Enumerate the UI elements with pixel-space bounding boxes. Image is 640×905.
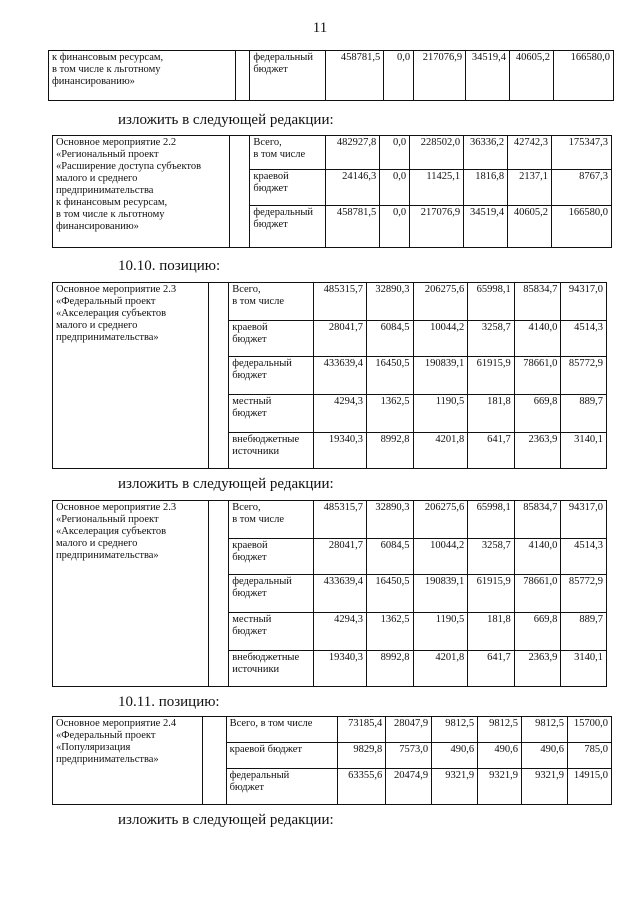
value-cell: 8767,3 [552,170,612,206]
value-cell: 1190,5 [413,395,468,433]
empty-cell [208,501,228,687]
table-row [53,136,612,170]
value-cell: 9829,8 [338,743,386,769]
value-cell: 166580,0 [552,206,612,248]
value-cell: 3140,1 [561,433,607,469]
value-cell: 166580,0 [554,51,614,101]
value-cell: 433639,4 [314,357,367,395]
value-cell: 65998,1 [468,501,515,539]
section-heading: изложить в следующей редакции: [118,812,334,828]
table-measure-2-4 [52,716,612,805]
value-cell: 206275,6 [413,283,468,321]
funding-source: краевой бюджет [229,539,314,575]
funding-source: Всего, в том числе [250,136,326,170]
section-heading: 10.11. позицию: [118,694,220,710]
value-cell: 28047,9 [386,717,432,743]
funding-source: внебюджетные источники [229,651,314,687]
value-cell: 8992,8 [366,433,413,469]
value-cell: 217076,9 [410,206,464,248]
value-cell: 1816,8 [464,170,508,206]
value-cell: 85772,9 [561,357,607,395]
funding-source: федеральный бюджет [226,769,338,805]
value-cell: 433639,4 [314,575,367,613]
value-cell: 889,7 [561,613,607,651]
value-cell: 0,0 [384,51,414,101]
value-cell: 32890,3 [366,501,413,539]
funding-source: федеральный бюджет [250,51,326,101]
value-cell: 61915,9 [468,575,515,613]
value-cell: 9321,9 [432,769,478,805]
value-cell: 490,6 [432,743,478,769]
value-cell: 85834,7 [514,501,561,539]
value-cell: 8992,8 [366,651,413,687]
value-cell: 61915,9 [468,357,515,395]
value-cell: 889,7 [561,395,607,433]
value-cell: 42742,3 [508,136,552,170]
value-cell: 190839,1 [413,357,468,395]
value-cell: 34519,4 [466,51,510,101]
value-cell: 217076,9 [414,51,466,101]
value-cell: 65998,1 [468,283,515,321]
value-cell: 4140,0 [514,539,561,575]
row-label-cell [53,717,203,805]
value-cell: 7573,0 [386,743,432,769]
value-cell: 669,8 [514,395,561,433]
table-measure-2-3-old [52,282,607,469]
funding-source: Всего, в том числе [226,717,338,743]
value-cell: 85834,7 [514,283,561,321]
value-cell: 11425,1 [410,170,464,206]
value-cell: 19340,3 [314,651,367,687]
value-cell: 2363,9 [514,651,561,687]
funding-source: Всего, в том числе [229,501,314,539]
value-cell: 485315,7 [314,283,367,321]
measure-name: Основное мероприятие 2.2 «Региональный проект «Расширение доступа субъектов малого и среднего предпринимательства к финансовым ресурсам, в том числе к льготному финансированию» [56,137,202,232]
value-cell: 485315,7 [314,501,367,539]
value-cell: 0,0 [380,170,410,206]
value-cell: 14915,0 [567,769,611,805]
value-cell: 40605,2 [508,206,552,248]
value-cell: 94317,0 [561,283,607,321]
funding-source: федеральный бюджет [250,206,326,248]
value-cell: 2137,1 [508,170,552,206]
value-cell: 20474,9 [386,769,432,805]
row-label-cell [53,283,209,469]
value-cell: 9321,9 [478,769,522,805]
row-label-cell [53,501,209,687]
value-cell: 10044,2 [413,321,468,357]
value-cell: 641,7 [468,433,515,469]
value-cell: 63355,6 [338,769,386,805]
value-cell: 15700,0 [567,717,611,743]
value-cell: 641,7 [468,651,515,687]
value-cell: 0,0 [380,136,410,170]
value-cell: 2363,9 [514,433,561,469]
value-cell: 9812,5 [432,717,478,743]
value-cell: 4514,3 [561,539,607,575]
value-cell: 10044,2 [413,539,468,575]
value-cell: 78661,0 [514,357,561,395]
value-cell: 175347,3 [552,136,612,170]
value-cell: 4294,3 [314,613,367,651]
funding-source: краевой бюджет [250,170,326,206]
value-cell: 40605,2 [510,51,554,101]
value-cell: 3140,1 [561,651,607,687]
value-cell: 181,8 [468,395,515,433]
value-cell: 36336,2 [464,136,508,170]
empty-cell [236,51,250,101]
funding-source: федеральный бюджет [229,357,314,395]
value-cell: 785,0 [567,743,611,769]
value-cell: 9321,9 [522,769,568,805]
value-cell: 4140,0 [514,321,561,357]
measure-name: к финансовым ресурсам, в том числе к льготному финансированию» [52,52,164,87]
value-cell: 4294,3 [314,395,367,433]
value-cell: 28041,7 [314,321,367,357]
value-cell: 1362,5 [366,613,413,651]
value-cell: 94317,0 [561,501,607,539]
value-cell: 19340,3 [314,433,367,469]
value-cell: 458781,5 [326,51,384,101]
value-cell: 28041,7 [314,539,367,575]
table-measure-2-3-new [52,500,607,687]
value-cell: 181,8 [468,613,515,651]
measure-name: Основное мероприятие 2.3 «Федеральный проект «Акселерация субъектов малого и среднего предпринимательства» [56,284,177,343]
value-cell: 6084,5 [366,539,413,575]
table-measure-2-2 [52,135,612,248]
value-cell: 4201,8 [413,651,468,687]
row-label-cell [53,136,230,248]
value-cell: 482927,8 [326,136,380,170]
page-number: 11 [312,20,328,36]
value-cell: 0,0 [380,206,410,248]
table-financial-resources-fragment [48,50,614,101]
measure-name: Основное мероприятие 2.4 «Федеральный проект «Популяризация предпринимательства» [56,718,177,765]
value-cell: 32890,3 [366,283,413,321]
value-cell: 3258,7 [468,539,515,575]
table-row [53,283,607,321]
section-heading: изложить в следующей редакции: [118,476,334,492]
measure-name: Основное мероприятие 2.3 «Региональный проект «Акселерация субъектов малого и среднего предпринимательства» [56,502,177,561]
table-row [49,51,614,101]
value-cell: 206275,6 [413,501,468,539]
value-cell: 24146,3 [326,170,380,206]
funding-source: краевой бюджет [229,321,314,357]
value-cell: 34519,4 [464,206,508,248]
table-row [53,717,612,743]
funding-source: Всего, в том числе [229,283,314,321]
section-heading: изложить в следующей редакции: [118,112,334,128]
value-cell: 228502,0 [410,136,464,170]
value-cell: 16450,5 [366,357,413,395]
value-cell: 9812,5 [522,717,568,743]
value-cell: 9812,5 [478,717,522,743]
row-label-cell [49,51,236,101]
funding-source: федеральный бюджет [229,575,314,613]
value-cell: 490,6 [522,743,568,769]
value-cell: 458781,5 [326,206,380,248]
value-cell: 1362,5 [366,395,413,433]
section-heading: 10.10. позицию: [118,258,221,274]
table-row [53,501,607,539]
empty-cell [230,136,250,248]
funding-source: внебюджетные источники [229,433,314,469]
value-cell: 490,6 [478,743,522,769]
empty-cell [208,283,228,469]
value-cell: 78661,0 [514,575,561,613]
value-cell: 73185,4 [338,717,386,743]
funding-source: краевой бюджет [226,743,338,769]
value-cell: 669,8 [514,613,561,651]
funding-source: местный бюджет [229,395,314,433]
value-cell: 190839,1 [413,575,468,613]
value-cell: 16450,5 [366,575,413,613]
funding-source: местный бюджет [229,613,314,651]
empty-cell [202,717,226,805]
value-cell: 6084,5 [366,321,413,357]
value-cell: 3258,7 [468,321,515,357]
value-cell: 85772,9 [561,575,607,613]
value-cell: 4514,3 [561,321,607,357]
value-cell: 1190,5 [413,613,468,651]
value-cell: 4201,8 [413,433,468,469]
